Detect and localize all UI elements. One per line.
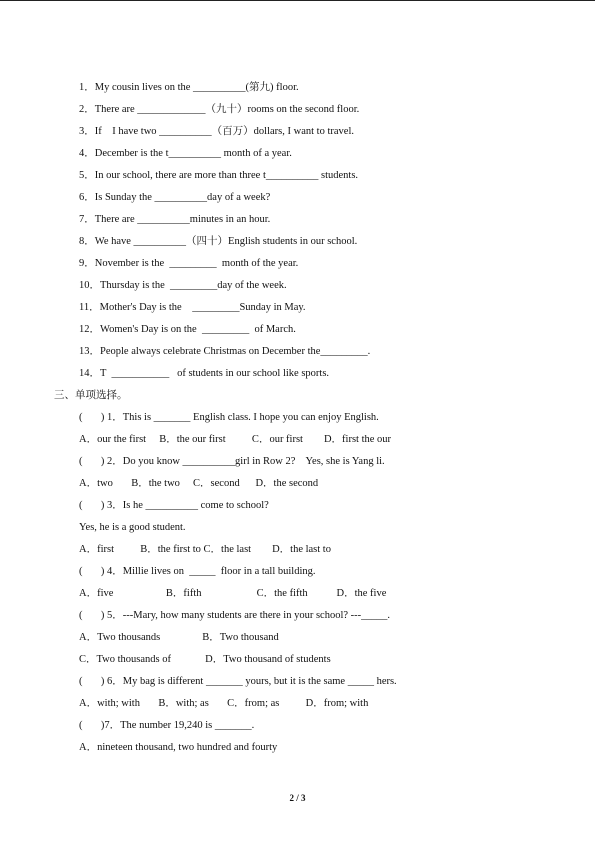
- mc-options-4: A．five B．fifth C．the fifth D．the five: [79, 588, 387, 599]
- mc-options-5-cd: C．Two thousands of D．Two thousand of students: [79, 654, 331, 665]
- question-8: 8．We have __________（四十）English students in our school.: [79, 236, 358, 247]
- page-number: 2 / 3: [289, 793, 306, 803]
- mc-options-6: A．with; with B．with; as C．from; as D．from; with: [79, 698, 369, 709]
- question-13: 13．People always celebrate Christmas on December the_________.: [79, 346, 371, 357]
- section-heading-multiple-choice: 三、单项选择。: [54, 390, 128, 401]
- mc-question-3: ( ) 3．Is he __________ come to school?: [79, 500, 269, 511]
- question-5: 5．In our school, there are more than three t__________ students.: [79, 170, 359, 181]
- mc-question-4: ( ) 4．Millie lives on _____ floor in a tall building.: [79, 566, 316, 577]
- question-3: 3．If I have two __________（百万）dollars, I want to travel.: [79, 126, 354, 137]
- question-1: 1．My cousin lives on the __________(第九) floor.: [79, 82, 299, 93]
- mc-question-7: ( )7．The number 19,240 is _______.: [79, 720, 255, 731]
- question-6: 6．Is Sunday the __________day of a week?: [79, 192, 271, 203]
- question-11: 11．Mother's Day is the _________Sunday in May.: [79, 302, 306, 313]
- mc-options-1: A．our the first B．the our first C．our first D．first the our: [79, 434, 392, 445]
- mc-options-5-ab: A．Two thousands B．Two thousand: [79, 632, 279, 643]
- mc-question-1: ( ) 1．This is _______ English class. I hope you can enjoy English.: [79, 412, 379, 423]
- top-border-line: [0, 0, 595, 1]
- question-12: 12．Women's Day is on the _________ of March.: [79, 324, 296, 335]
- question-4: 4．December is the t__________ month of a year.: [79, 148, 292, 159]
- mc-options-3: A．first B．the first to C．the last D．the last to: [79, 544, 331, 555]
- mc-question-3-reply: Yes, he is a good student.: [79, 522, 186, 533]
- question-9: 9．November is the _________ month of the year.: [79, 258, 299, 269]
- mc-question-6: ( ) 6．My bag is different _______ yours, but it is the same _____ hers.: [79, 676, 397, 687]
- mc-options-7: A．nineteen thousand, two hundred and fourty: [79, 742, 278, 753]
- mc-question-2: ( ) 2．Do you know __________girl in Row 2? Yes, she is Yang li.: [79, 456, 385, 467]
- question-10: 10．Thursday is the _________day of the week.: [79, 280, 287, 291]
- question-7: 7．There are __________minutes in an hour.: [79, 214, 271, 225]
- question-14: 14．T ___________ of students in our school like sports.: [79, 368, 330, 379]
- question-2: 2．There are _____________（九十）rooms on the second floor.: [79, 104, 360, 115]
- mc-question-5: ( ) 5．---Mary, how many students are there in your school? ---_____.: [79, 610, 391, 621]
- mc-options-2: A．two B．the two C．second D．the second: [79, 478, 319, 489]
